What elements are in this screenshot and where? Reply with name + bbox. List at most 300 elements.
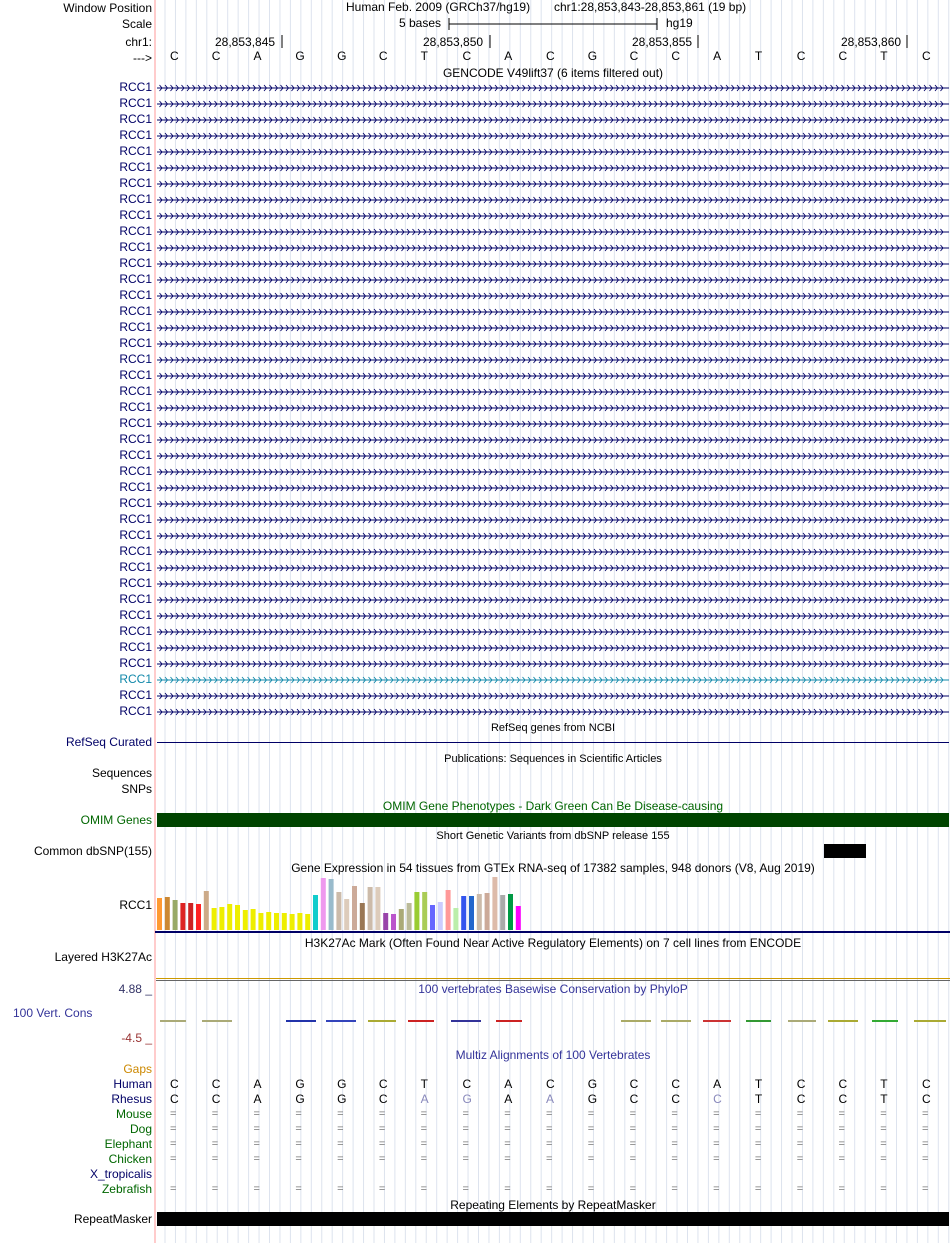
- gencode-transcript-intron: [156, 160, 950, 176]
- gtex-tissue-bar: [461, 896, 466, 930]
- reference-base: C: [211, 49, 221, 63]
- gtex-tissue-bar: [368, 887, 373, 930]
- reference-base: C: [922, 49, 931, 63]
- phylop-score-mark: [661, 1020, 691, 1022]
- multiz-aligned-base: =: [211, 1138, 219, 1150]
- gencode-transcript-row[interactable]: [0, 512, 950, 528]
- gencode-transcript-row[interactable]: [0, 528, 950, 544]
- multiz-aligned-base: =: [754, 1108, 762, 1120]
- gencode-transcript-intron: [156, 432, 950, 448]
- gencode-transcript-row[interactable]: [0, 640, 950, 656]
- multiz-aligned-base: =: [420, 1138, 428, 1150]
- gencode-transcript-label[interactable]: RCC1: [119, 320, 152, 334]
- multiz-aligned-base: =: [629, 1108, 637, 1120]
- multiz-aligned-base: =: [337, 1123, 344, 1135]
- multiz-aligned-base: =: [754, 1153, 762, 1165]
- multiz-aligned-base: C: [796, 1077, 806, 1091]
- gencode-transcript-label[interactable]: RCC1: [119, 640, 152, 654]
- phylop-min-label: -4.5 _: [121, 1031, 152, 1045]
- multiz-species-label[interactable]: Dog: [129, 1122, 152, 1136]
- gencode-transcript-intron: [156, 672, 950, 688]
- gencode-transcript-intron: [156, 368, 950, 384]
- gencode-transcript-row[interactable]: [0, 144, 950, 160]
- gtex-tissue-bar: [204, 891, 209, 930]
- multiz-aligned-base: =: [420, 1108, 428, 1120]
- phylop-score-mark: [326, 1020, 356, 1022]
- phylop-conservation-plot[interactable]: [156, 1012, 950, 1032]
- multiz-aligned-base: T: [880, 1077, 888, 1091]
- gencode-transcript-label[interactable]: RCC1: [119, 448, 152, 462]
- gtex-tissue-bar: [196, 904, 201, 930]
- gencode-transcript-row[interactable]: [0, 448, 950, 464]
- multiz-aligned-base: C: [211, 1077, 221, 1091]
- phylop-score-mark: [451, 1020, 481, 1022]
- gtex-expression-chart[interactable]: [155, 876, 950, 936]
- gtex-tissue-bar: [219, 907, 224, 930]
- multiz-aligned-base: C: [211, 1092, 221, 1106]
- gencode-transcript-row[interactable]: [0, 576, 950, 592]
- multiz-aligned-base: =: [587, 1108, 595, 1120]
- gencode-transcript-label[interactable]: RCC1: [119, 624, 152, 638]
- gencode-transcript-intron: [156, 256, 950, 272]
- gencode-transcript-row[interactable]: [0, 304, 950, 320]
- rmsk-track-title[interactable]: Repeating Elements by RepeatMasker: [450, 1198, 656, 1212]
- gencode-transcript-intron: [156, 96, 950, 112]
- gtex-tissue-bar: [344, 899, 349, 930]
- phylop-score-mark: [828, 1020, 858, 1022]
- gtex-tissue-bar: [492, 877, 497, 930]
- chrom-label: chr1:: [125, 35, 152, 49]
- gencode-transcript-row[interactable]: [0, 624, 950, 640]
- gtex-tissue-bar: [375, 887, 380, 930]
- multiz-aligned-base: C: [838, 1077, 848, 1091]
- gencode-transcript-row[interactable]: [0, 96, 950, 112]
- multiz-aligned-base: A: [420, 1092, 429, 1106]
- gencode-transcript-row[interactable]: [0, 384, 950, 400]
- phylop-score-mark: [914, 1020, 946, 1022]
- gencode-transcript-intron: [156, 688, 950, 704]
- gencode-transcript-label[interactable]: RCC1: [119, 480, 152, 494]
- multiz-aligned-base: =: [671, 1153, 678, 1165]
- multiz-aligned-base: =: [838, 1108, 845, 1120]
- multiz-aligned-base: =: [587, 1138, 595, 1150]
- refseq-track-label[interactable]: RefSeq Curated: [65, 735, 152, 749]
- multiz-aligned-base: =: [504, 1153, 511, 1165]
- multiz-aligned-base: =: [546, 1138, 553, 1150]
- gencode-transcript-row[interactable]: [0, 368, 950, 384]
- coord-tick-3: 28,853,855: [632, 35, 693, 49]
- gencode-transcript-row[interactable]: [0, 400, 950, 416]
- gtex-track-title[interactable]: Gene Expression in 54 tissues from GTEx RNA-seq of 17382 samples, 948 donors (V8, Aug 2019): [291, 861, 815, 875]
- strand-label: --->: [133, 51, 152, 65]
- omim-gene-bar[interactable]: [157, 813, 949, 827]
- gencode-transcript-row[interactable]: [0, 336, 950, 352]
- gencode-transcript-label[interactable]: RCC1: [119, 80, 152, 94]
- multiz-aligned-base: =: [587, 1183, 595, 1195]
- gencode-transcript-label[interactable]: RCC1: [119, 336, 152, 350]
- multiz-aligned-base: C: [671, 1092, 681, 1106]
- h3k27ac-track-label[interactable]: Layered H3K27Ac: [54, 950, 152, 964]
- multiz-aligned-base: =: [796, 1123, 804, 1135]
- gencode-transcript-label[interactable]: RCC1: [119, 464, 152, 478]
- multiz-aligned-base: =: [295, 1123, 302, 1135]
- gencode-transcript-row[interactable]: [0, 544, 950, 560]
- multiz-track-title[interactable]: Multiz Alignments of 100 Vertebrates: [455, 1048, 651, 1062]
- multiz-aligned-base: =: [671, 1108, 678, 1120]
- multiz-aligned-base: =: [378, 1138, 386, 1150]
- dbsnp-track-label[interactable]: Common dbSNP(155): [33, 844, 152, 858]
- multiz-aligned-base: C: [170, 1077, 179, 1091]
- multiz-species-label[interactable]: Human: [113, 1077, 152, 1091]
- gencode-transcript-intron: [156, 384, 950, 400]
- gtex-tissue-bar: [321, 878, 326, 930]
- gencode-transcript-label[interactable]: RCC1: [119, 560, 152, 574]
- gencode-transcript-intron: [156, 336, 950, 352]
- dbsnp-variant-block[interactable]: [824, 844, 866, 858]
- multiz-aligned-base: =: [337, 1183, 344, 1195]
- gencode-transcript-intron: [156, 704, 950, 720]
- multiz-aligned-base: =: [337, 1153, 344, 1165]
- gencode-transcript-label[interactable]: RCC1: [119, 656, 152, 670]
- gtex-tissue-bar: [165, 897, 170, 930]
- phylop-score-mark: [368, 1020, 396, 1022]
- multiz-aligned-base: =: [253, 1153, 260, 1165]
- reference-base: T: [420, 49, 429, 63]
- gencode-transcript-intron: [156, 352, 950, 368]
- reference-base: C: [838, 49, 848, 63]
- omim-track-title[interactable]: OMIM Gene Phenotypes - Dark Green Can Be Disease-causing: [382, 799, 724, 813]
- gencode-transcript-row[interactable]: [0, 480, 950, 496]
- gencode-transcript-intron: [156, 176, 950, 192]
- multiz-aligned-base: =: [754, 1123, 762, 1135]
- multiz-aligned-base: G: [337, 1077, 347, 1091]
- multiz-aligned-base: A: [546, 1092, 555, 1106]
- multiz-aligned-base: =: [671, 1138, 678, 1150]
- multiz-aligned-base: T: [754, 1077, 763, 1091]
- multiz-aligned-base: =: [922, 1183, 929, 1195]
- gtex-tissue-bar: [212, 908, 217, 930]
- h3k27ac-baseline: [156, 978, 950, 979]
- gencode-transcript-row[interactable]: [0, 432, 950, 448]
- multiz-aligned-base: =: [922, 1108, 929, 1120]
- gencode-transcript-row[interactable]: [0, 560, 950, 576]
- gencode-transcript-row[interactable]: [0, 128, 950, 144]
- omim-track-label[interactable]: OMIM Genes: [80, 813, 152, 827]
- multiz-aligned-base: =: [880, 1183, 887, 1195]
- gtex-tissue-bar: [251, 909, 256, 930]
- phylop-score-mark: [746, 1020, 771, 1022]
- multiz-aligned-base: C: [922, 1077, 931, 1091]
- gencode-transcript-intron: [156, 512, 950, 528]
- phylop-track-title[interactable]: 100 vertebrates Basewise Conservation by PhyloP: [418, 982, 688, 996]
- multiz-aligned-base: =: [713, 1183, 720, 1195]
- gencode-transcript-intron: [156, 304, 950, 320]
- gencode-transcript-row[interactable]: [0, 416, 950, 432]
- gtex-tissue-bar: [313, 895, 318, 930]
- gencode-transcript-label[interactable]: RCC1: [119, 496, 152, 510]
- gencode-transcript-row[interactable]: [0, 176, 950, 192]
- multiz-aligned-base: =: [713, 1108, 720, 1120]
- gencode-transcript-row[interactable]: [0, 464, 950, 480]
- gencode-transcript-label[interactable]: RCC1: [119, 224, 152, 238]
- gencode-transcript-label[interactable]: RCC1: [119, 384, 152, 398]
- multiz-species-label[interactable]: Mouse: [115, 1107, 152, 1121]
- multiz-aligned-base: =: [378, 1153, 386, 1165]
- gencode-transcript-row[interactable]: [0, 256, 950, 272]
- gtex-tissue-bar: [274, 913, 279, 930]
- multiz-aligned-base: C: [796, 1092, 806, 1106]
- scale-db-text: hg19: [666, 16, 693, 30]
- reference-base: C: [546, 49, 555, 63]
- multiz-aligned-base: C: [546, 1077, 555, 1091]
- multiz-aligned-base: =: [838, 1138, 845, 1150]
- gencode-transcript-label[interactable]: RCC1: [119, 304, 152, 318]
- gencode-transcript-intron: [156, 112, 950, 128]
- multiz-aligned-base: =: [504, 1138, 511, 1150]
- gencode-transcript-row[interactable]: [0, 80, 950, 96]
- multiz-aligned-base: =: [546, 1183, 553, 1195]
- gencode-transcript-intron: [156, 192, 950, 208]
- multiz-aligned-base: =: [838, 1123, 845, 1135]
- multiz-aligned-base: =: [713, 1153, 720, 1165]
- gencode-transcript-label[interactable]: RCC1: [119, 352, 152, 366]
- multiz-aligned-base: C: [378, 1092, 388, 1106]
- gencode-transcript-label[interactable]: RCC1: [119, 608, 152, 622]
- reference-base: C: [170, 49, 179, 63]
- gtex-tissue-bar: [266, 912, 271, 930]
- gencode-transcript-label[interactable]: RCC1: [119, 672, 152, 686]
- gencode-transcript-label[interactable]: RCC1: [119, 288, 152, 302]
- gencode-transcript-label[interactable]: RCC1: [119, 576, 152, 590]
- multiz-aligned-base: =: [253, 1123, 260, 1135]
- multiz-aligned-base: =: [378, 1183, 386, 1195]
- gencode-transcript-row[interactable]: [0, 704, 950, 720]
- multiz-aligned-base: =: [462, 1138, 469, 1150]
- multiz-aligned-base: =: [170, 1153, 177, 1165]
- multiz-aligned-base: G: [295, 1077, 305, 1091]
- multiz-aligned-base: =: [420, 1183, 428, 1195]
- multiz-species-label[interactable]: Elephant: [104, 1137, 152, 1151]
- multiz-aligned-base: G: [587, 1092, 598, 1106]
- gtex-tissue-bar: [360, 903, 365, 930]
- gencode-transcript-intron: [156, 576, 950, 592]
- gtex-tissue-bar: [329, 879, 334, 930]
- gtex-tissue-bar: [336, 892, 341, 930]
- multiz-aligned-base: A: [504, 1092, 513, 1106]
- multiz-aligned-base: =: [922, 1138, 929, 1150]
- phylop-track-label[interactable]: 100 Vert. Cons: [13, 1006, 93, 1020]
- multiz-aligned-base: =: [922, 1153, 929, 1165]
- multiz-aligned-base: =: [211, 1108, 219, 1120]
- gencode-transcript-label[interactable]: RCC1: [119, 272, 152, 286]
- gencode-transcript-intron: [156, 656, 950, 672]
- gencode-transcript-label[interactable]: RCC1: [119, 192, 152, 206]
- multiz-aligned-base: =: [629, 1123, 637, 1135]
- reference-base: G: [295, 49, 305, 63]
- rmsk-repeat-bar[interactable]: [157, 1212, 949, 1226]
- multiz-aligned-base: =: [420, 1123, 428, 1135]
- gencode-transcript-label[interactable]: RCC1: [119, 256, 152, 270]
- gtex-tissue-bar: [500, 895, 505, 930]
- reference-base: T: [880, 49, 888, 63]
- multiz-aligned-base: A: [253, 1092, 262, 1106]
- gtex-tissue-bar: [188, 903, 193, 930]
- gtex-tissue-bar: [430, 905, 435, 930]
- reference-base: A: [504, 49, 513, 63]
- multiz-aligned-base: =: [880, 1138, 887, 1150]
- gencode-transcript-row[interactable]: [0, 240, 950, 256]
- multiz-species-label[interactable]: Zebrafish: [101, 1182, 152, 1196]
- h3k27ac-track-title[interactable]: H3K27Ac Mark (Often Found Near Active Regulatory Elements) on 7 cell lines from ENCODE: [304, 936, 802, 950]
- gtex-tissue-bar: [352, 886, 357, 930]
- reference-base: G: [337, 49, 347, 63]
- gtex-tissue-bar: [446, 890, 451, 930]
- multiz-aligned-base: C: [671, 1077, 681, 1091]
- gencode-transcript-row[interactable]: [0, 688, 950, 704]
- gencode-transcript-label[interactable]: RCC1: [119, 704, 152, 718]
- gtex-track-label[interactable]: RCC1: [119, 898, 152, 912]
- gencode-transcript-row[interactable]: [0, 656, 950, 672]
- multiz-aligned-base: =: [880, 1123, 887, 1135]
- gencode-transcript-row[interactable]: [0, 192, 950, 208]
- gtex-tissue-bar: [297, 913, 302, 930]
- gencode-transcript-intron: [156, 416, 950, 432]
- publications-snps-label[interactable]: SNPs: [121, 782, 152, 796]
- multiz-aligned-base: =: [754, 1138, 762, 1150]
- multiz-aligned-base: =: [838, 1183, 845, 1195]
- reference-base: C: [462, 49, 472, 63]
- multiz-aligned-base: =: [295, 1153, 302, 1165]
- gencode-transcript-label[interactable]: RCC1: [119, 176, 152, 190]
- gtex-tissue-bar: [469, 896, 474, 930]
- refseq-gene-line[interactable]: [157, 742, 949, 743]
- gtex-tissue-bar: [453, 908, 458, 930]
- gencode-transcript-row[interactable]: [0, 112, 950, 128]
- gencode-transcript-label[interactable]: RCC1: [119, 208, 152, 222]
- gencode-transcript-label[interactable]: RCC1: [119, 144, 152, 158]
- gencode-transcript-label[interactable]: RCC1: [119, 432, 152, 446]
- multiz-aligned-base: =: [170, 1108, 177, 1120]
- multiz-aligned-base: =: [253, 1183, 260, 1195]
- multiz-aligned-base: =: [170, 1138, 177, 1150]
- gencode-transcript-label[interactable]: RCC1: [119, 368, 152, 382]
- multiz-aligned-base: =: [838, 1153, 845, 1165]
- multiz-aligned-base: =: [420, 1153, 428, 1165]
- gencode-transcript-intron: [156, 544, 950, 560]
- gtex-tissue-bar: [485, 893, 490, 930]
- multiz-aligned-base: C: [922, 1092, 931, 1106]
- phylop-max-label: 4.88 _: [118, 982, 152, 996]
- multiz-aligned-base: =: [211, 1183, 219, 1195]
- gencode-transcript-label[interactable]: RCC1: [119, 544, 152, 558]
- gencode-transcript-row[interactable]: [0, 272, 950, 288]
- gencode-transcript-intron: [156, 128, 950, 144]
- multiz-aligned-base: =: [880, 1153, 887, 1165]
- rmsk-track-label[interactable]: RepeatMasker: [73, 1212, 152, 1226]
- publications-sequences-label[interactable]: Sequences: [91, 766, 152, 780]
- scale-bases-text: 5 bases: [399, 16, 442, 30]
- refseq-track-title[interactable]: RefSeq genes from NCBI: [490, 722, 616, 734]
- multiz-aligned-base: =: [295, 1183, 302, 1195]
- multiz-aligned-base: T: [754, 1092, 763, 1106]
- multiz-aligned-base: =: [754, 1183, 762, 1195]
- gencode-transcript-label[interactable]: RCC1: [119, 688, 152, 702]
- multiz-aligned-base: =: [546, 1123, 553, 1135]
- gencode-transcript-row[interactable]: [0, 672, 950, 688]
- gencode-transcript-label[interactable]: RCC1: [119, 128, 152, 142]
- gtex-tissue-bar: [282, 913, 287, 930]
- multiz-aligned-base: T: [880, 1092, 888, 1106]
- gtex-tissue-bar: [399, 909, 404, 930]
- gencode-transcript-intron: [156, 448, 950, 464]
- gencode-transcript-intron: [156, 608, 950, 624]
- multiz-aligned-base: =: [796, 1153, 804, 1165]
- gencode-transcript-label[interactable]: RCC1: [119, 240, 152, 254]
- publications-track-title[interactable]: Publications: Sequences in Scientific Articles: [444, 753, 662, 765]
- reference-base: A: [253, 49, 262, 63]
- gencode-transcript-row[interactable]: [0, 496, 950, 512]
- gencode-transcript-row[interactable]: [0, 320, 950, 336]
- multiz-species-label[interactable]: Gaps: [123, 1062, 152, 1076]
- coord-tick-marks: [0, 34, 950, 50]
- gencode-transcript-intron: [156, 272, 950, 288]
- gencode-transcript-label[interactable]: RCC1: [119, 160, 152, 174]
- gencode-transcript-label[interactable]: RCC1: [119, 592, 152, 606]
- multiz-aligned-base: =: [253, 1138, 260, 1150]
- multiz-aligned-base: A: [253, 1077, 262, 1091]
- gencode-transcript-row[interactable]: [0, 224, 950, 240]
- multiz-aligned-base: C: [629, 1077, 639, 1091]
- gtex-tissue-bar: [258, 913, 263, 930]
- reference-base: C: [796, 49, 806, 63]
- coord-tick-2: 28,853,850: [423, 35, 484, 49]
- gencode-transcript-row[interactable]: [0, 208, 950, 224]
- gencode-track-title[interactable]: GENCODE V49lift37 (6 items filtered out): [442, 66, 664, 80]
- multiz-aligned-base: =: [587, 1153, 595, 1165]
- gencode-transcript-intron: [156, 560, 950, 576]
- gencode-transcript-row[interactable]: [0, 352, 950, 368]
- multiz-aligned-base: =: [295, 1138, 302, 1150]
- reference-base: T: [754, 49, 763, 63]
- gencode-transcript-row[interactable]: [0, 608, 950, 624]
- multiz-species-label[interactable]: X_tropicalis: [89, 1167, 152, 1181]
- multiz-aligned-base: =: [504, 1123, 511, 1135]
- gencode-transcript-row[interactable]: [0, 592, 950, 608]
- reference-base: C: [378, 49, 388, 63]
- gencode-transcript-label[interactable]: RCC1: [119, 400, 152, 414]
- multiz-aligned-base: =: [546, 1108, 553, 1120]
- gencode-transcript-label[interactable]: RCC1: [119, 512, 152, 526]
- multiz-species-label[interactable]: Rhesus: [111, 1092, 152, 1106]
- gencode-transcript-row[interactable]: [0, 160, 950, 176]
- gencode-transcript-row[interactable]: [0, 288, 950, 304]
- multiz-species-label[interactable]: Chicken: [108, 1152, 152, 1166]
- gencode-transcript-label[interactable]: RCC1: [119, 416, 152, 430]
- scale-bar: [446, 17, 660, 31]
- gencode-transcript-intron: [156, 288, 950, 304]
- gencode-transcript-label[interactable]: RCC1: [119, 528, 152, 542]
- gencode-transcript-label[interactable]: RCC1: [119, 96, 152, 110]
- gtex-tissue-bar: [407, 903, 412, 930]
- gencode-transcript-intron: [156, 496, 950, 512]
- multiz-aligned-base: =: [504, 1183, 511, 1195]
- gencode-transcript-label[interactable]: RCC1: [119, 112, 152, 126]
- gtex-tissue-bar: [438, 902, 443, 930]
- multiz-aligned-base: =: [170, 1123, 177, 1135]
- multiz-aligned-base: =: [462, 1183, 469, 1195]
- dbsnp-track-title[interactable]: Short Genetic Variants from dbSNP release 155: [436, 830, 670, 842]
- multiz-aligned-base: A: [713, 1077, 722, 1091]
